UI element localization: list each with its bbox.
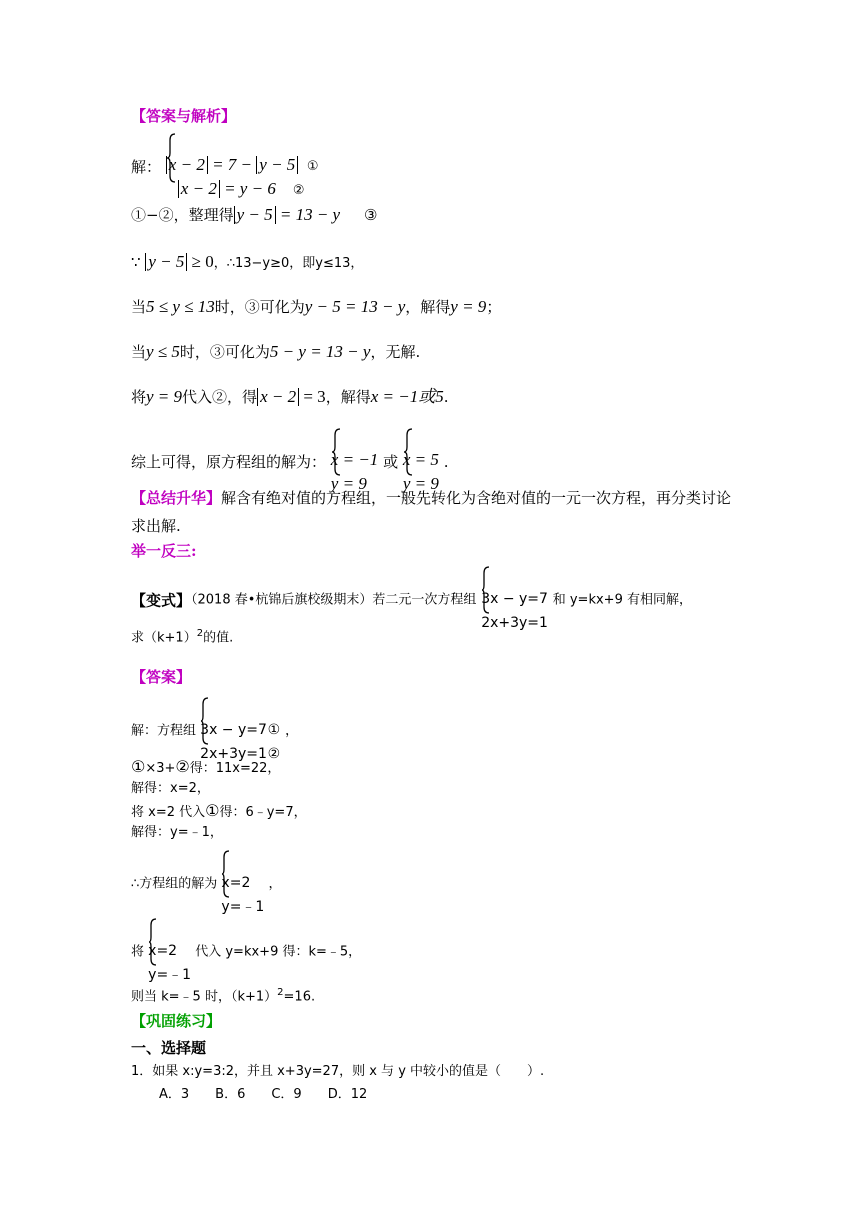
ans2-l3a: 将 x=2 代入 (131, 805, 206, 820)
sol2-x: x = 5 (402, 450, 439, 469)
sol2-y: y = 9 (402, 474, 439, 493)
ans2-line-2: 解得：x=2， (131, 781, 210, 796)
variant-eq-2: 2x+3y=1 (481, 615, 548, 631)
variant-line2b: 的值. (203, 630, 234, 646)
ans2-l7b: =16. (283, 989, 316, 1005)
equation-1 (166, 153, 319, 177)
solution-system (131, 133, 318, 201)
ans2-comma: ， (285, 723, 299, 739)
step3-eq: y − 5 = 13 − y (304, 297, 406, 316)
step-4 (131, 342, 420, 362)
step5-b: 代入②，得 (182, 388, 258, 406)
step3-cond: 5 ≤ y ≤ 13 (146, 297, 215, 316)
step2-mid: ≥ 0 (187, 252, 214, 271)
ans2-line-3 (131, 801, 307, 823)
step5-e: . (443, 388, 449, 406)
practice-header: 举一反三: (131, 542, 197, 560)
answer-header: 【答案与解析】 (131, 107, 237, 125)
solution-label: 解： (131, 158, 162, 176)
question-1: 1．如果 x:y=3:2，并且 x+3y=27，则 x 与 y 中较小的值是（ ）. (131, 1064, 545, 1079)
step5-a: 将 (131, 388, 147, 406)
solution-set-1 (331, 428, 379, 496)
solution-set-2 (403, 428, 439, 496)
circle-2: ② (267, 746, 281, 762)
step5-v: y = 9 (146, 387, 183, 406)
ans2-eq-1: 3x − y=7 (200, 722, 267, 738)
step3-b: 时，③可化为 (214, 298, 305, 316)
abs-y-5: y − 5 (256, 156, 298, 174)
step-5 (131, 387, 448, 407)
left-brace-icon (331, 428, 341, 476)
step-6 (131, 428, 448, 496)
left-brace-icon (166, 133, 176, 183)
ans2-sub-x: x=2 (148, 943, 178, 959)
left-brace-icon (481, 566, 490, 614)
variant-eq-1: 3x − y=7 (481, 591, 548, 607)
equation-2 (166, 177, 319, 201)
step3-d: ； (486, 298, 502, 316)
step5-abs: x − 2 (257, 388, 299, 406)
sol1-y: y = 9 (330, 474, 367, 493)
ans2-eq-2: 2x+3y=1 (200, 746, 267, 762)
ans2-line-4: 解得：y=﹣1， (131, 825, 223, 840)
step4-cond: y ≤ 5 (146, 342, 180, 361)
step5-d: ，解得 (325, 388, 371, 406)
superscript-2: 2 (277, 987, 284, 998)
variant-line-2 (131, 624, 233, 648)
variant-system (481, 566, 548, 635)
equation-system (166, 133, 319, 201)
section-heading: 一、选择题 (131, 1039, 207, 1057)
ans2-solution-system (221, 850, 264, 919)
step-3 (131, 297, 501, 317)
step4-eq: 5 − y = 13 − y (269, 342, 371, 361)
ans2-l1-result: 得：11x=22， (189, 761, 281, 776)
step1-text: ①−②，整理得 (131, 206, 234, 224)
ans2-line-5 (131, 850, 282, 919)
eq2-rhs: = y − 6 (219, 179, 276, 198)
times-three: ×3+ (145, 761, 176, 776)
variant-source: （2018 春•杭锦后旗校级期末）若二元一次方程组 (191, 592, 477, 608)
step2-post: ，∴13−y≥0，即y≤13， (213, 256, 364, 271)
step5-res: x = −1或5 (370, 387, 444, 406)
left-brace-icon (403, 428, 413, 476)
circle-1-ref-b: ① (205, 801, 220, 820)
circle-2-ref: ② (175, 757, 190, 776)
consolidate-header: 【巩固练习】 (131, 1012, 222, 1030)
or-text: 或 (383, 453, 399, 471)
circle-1: ① (267, 722, 281, 738)
ans2-sol-y: y=﹣1 (221, 899, 265, 915)
ans2-line-1 (131, 757, 280, 779)
abs-x-2-b: x − 2 (178, 180, 220, 198)
step4-b: 时，③可化为 (179, 343, 270, 361)
variant-line2a: 求（k+1） (131, 630, 197, 646)
eq1-rhs: = 7 − (207, 155, 257, 174)
summary-text-1: 解含有绝对值的方程组，一般先转化为含绝对值的一元一次方程，再分类讨论 (221, 489, 732, 507)
superscript: 2 (196, 628, 204, 639)
ans2-l5b: ， (268, 876, 282, 892)
step3-res: y = 9 (450, 297, 487, 316)
ans2-sol-x: x=2 (221, 875, 251, 891)
step1-post: = 13 − y (275, 205, 341, 224)
step2-abs: y − 5 (145, 253, 187, 271)
summary-tag: 【总结升华】 (131, 489, 222, 507)
step3-c: ，解得 (405, 298, 451, 316)
ans2-l5a: ∴方程组的解为 (131, 876, 218, 892)
tag-1: ① (306, 159, 319, 174)
ans2-system (200, 697, 281, 766)
summary-line-2: 求出解. (131, 517, 181, 535)
ans2-sub-system (148, 918, 191, 987)
variant-tag: 【变式】 (131, 591, 192, 610)
variant-post: 和 y=kx+9 有相同解， (552, 592, 692, 608)
step3-a: 当 (131, 298, 147, 316)
ans2-l6b: 代入 y=kx+9 得：k=﹣5， (195, 944, 362, 960)
step1-abs: y − 5 (234, 206, 276, 224)
left-brace-icon (221, 850, 230, 898)
step2-because: ∵ (131, 253, 141, 271)
ans2-sub-y: y=﹣1 (148, 967, 192, 983)
abs-x-2: x − 2 (166, 156, 208, 174)
step1-tag: ③ (363, 206, 378, 224)
ans2-l6a: 将 (131, 944, 145, 960)
question-1-options: A．3 B．6 C．9 D．12 (159, 1087, 368, 1102)
ans2-label: 解：方程组 (131, 723, 197, 739)
ans2-l3c: 得：6﹣y=7， (219, 805, 307, 820)
ans2-line-7 (131, 983, 315, 1007)
answer2-header: 【答案】 (131, 668, 192, 686)
step4-c: ，无解. (370, 343, 421, 361)
summary-line-1 (131, 488, 731, 508)
left-brace-icon (200, 697, 209, 745)
tag-2: ② (292, 183, 305, 198)
step5-c: = 3 (299, 387, 326, 406)
sol1-x: x = −1 (330, 450, 379, 469)
ans2-l7a: 则当 k=﹣5 时，（k+1） (131, 989, 278, 1005)
step-1 (131, 205, 377, 225)
step6-text: 综上可得，原方程组的解为： (131, 453, 327, 471)
ans2-system-line (131, 697, 298, 766)
circle-1-ref: ① (131, 757, 146, 776)
step4-a: 当 (131, 343, 147, 361)
step-2 (131, 252, 363, 274)
ans2-line-6 (131, 918, 361, 987)
left-brace-icon (148, 918, 157, 966)
step6-end: . (443, 453, 449, 471)
